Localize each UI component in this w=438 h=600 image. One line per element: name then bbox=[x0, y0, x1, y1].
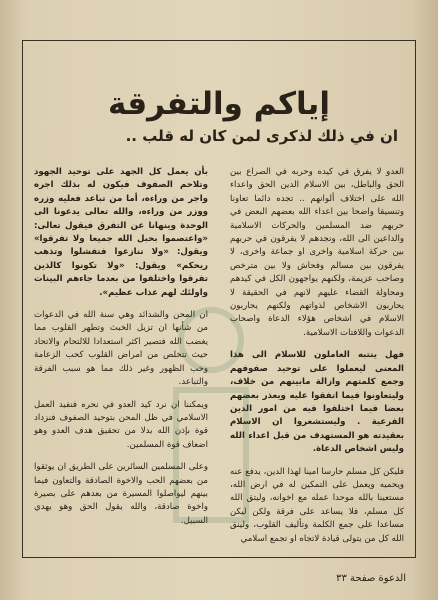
paragraph: العدو لا يفرق في كيده وحربه في الصراع بين الحق والباطل، بين الاسلام الدين الحق واعداء الله على اختلاف ألوانهم .. تجده دائما تعاونا وتنسيقا واضحا بين اعداء الله بعضهم البعض في حربهم ضد المسلمين والحركات الاسلامية والداعين الى الله، ونجدهم لا يفرقون في حربهم بين حركة اسلامية واخرى او جماعة واخرى، لا يفرقون بين مسالم وفحاش ولا بين مترخص وصاحب عزيمة، ولكنهم يواجهون الكل في كيدهم ومحاولة القضاء عليهم لانهم في الحقيقة لا يحاربون الاشخاص لذواتهم ولكنهم يحاربون الاسلام في اشخاص هؤلاء الدعاة واصحاب الدعوات واللافتات الاسلامية. bbox=[230, 167, 404, 338]
page-footer: الدعوة صفحة ٣٣ bbox=[336, 573, 406, 584]
paragraph: فهل ينتبه العاملون للاسلام الى هذا المعنى ليعملوا على توحيد صفوفهم وجمع كلمتهم وازالة مابينهم من خلاف، وليتعاونوا فيما اتفقوا عليه ويعذر بعضهم بعضا فيما اختلفوا فيه من امور الدين الفرعية . وليستشعروا ان الاسلام بعقيدته هو المستهدف من قبل اعداء الله وليس اشخاص الدعاة. bbox=[230, 350, 404, 455]
paragraph: وعلى المسلمين السائرين على الطريق ان يوثقوا من بعضهم الحب والاخوة الصادقة والتعاون فيما بينهم ليواصلوا المسيرة من بعدهم على بصيرة واخوة صادقة، والله يقول الحق وهو يهدي السبيل. bbox=[34, 462, 208, 526]
paragraph: فليكن كل مسلم حارسا امينا لهذا الدين، يدفع عنه ويحميه ويعمل على التمكين له في ارض الله، مستعينا بالله موحدا عمله مع اخوانه، وليتق الله كل مسلم، فلا يساعد على فرقة ولكن ليكن مساعدا على جمع الكلمة وتأليف القلوب، ولينق الله كل من يتولى قيادة لاتجاه او تجمع اسلامي bbox=[230, 466, 404, 544]
article-subtitle: ان في ذلك لذكرى لمن كان له قلب .. bbox=[125, 127, 398, 145]
left-column bbox=[34, 166, 208, 537]
paragraph: بأن يعمل كل الجهد على توحيد الجهود وتلاحم الصفوف فيكون له بذلك اجره واجر من وراءه، أما من تباعد فعليه وزره ووزر من وراءه، والله تعالى يدعونا الى الوحدة وينهانا عن التفرق فيقول تعالى: «واعتصموا بحبل الله جميعا ولا تفرقوا» ويقول: «ولا تنازعوا فتفشلوا وتذهب ريحكم» ويقول: «ولا تكونوا كالذين تفرقوا واختلفوا من بعدما جاءهم البينات واولئك لهم عذاب عظيم». bbox=[34, 167, 208, 298]
paragraph: ان المحن والشدائد وهي سنة الله في الدعوات من شأنها ان تزيل الخبث وتطهر القلوب مما يغضب الله فتصير اكثر استعدادا للالتحام والاتحاد حيث تتخلص من امراض القلوب كحب الزعامة وحب الظهور وغير ذلك مما هو سبب الفرقة والتباعد. bbox=[34, 310, 208, 388]
right-column bbox=[230, 166, 404, 555]
article-title: إياكم والتفرقة bbox=[108, 86, 330, 122]
paragraph: ويمكننا ان نرد كيد العدو في نحره فنفيد العمل الاسلامي في ظل المحن بتوحيد الصفوف فنزداد قوة بإذن الله بدلا من تحقيق هدف العدو وهو اضعاف قوة المسلمين. bbox=[34, 399, 208, 450]
